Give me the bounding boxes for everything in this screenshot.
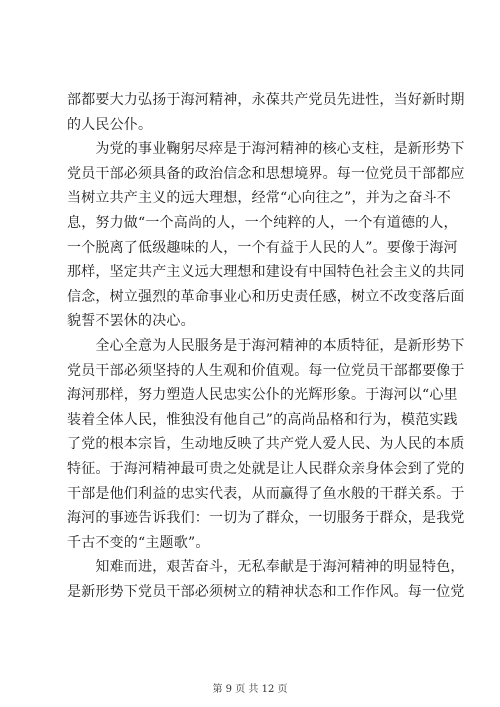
text-line: 的人民公仆。 — [67, 116, 153, 133]
page-footer — [0, 680, 500, 695]
text-line: 一个脱离了低级趣味的人，一个有益于人民的人”。要像于海河 — [67, 239, 458, 256]
paragraph-4 — [67, 555, 465, 604]
paragraph-3 — [67, 334, 465, 555]
text-line: 知难而进，艰苦奋斗，无私奉献是于海河精神的明显特色， — [67, 559, 465, 576]
text-line: 党员干部必须具备的政治信念和思想境界。每一位党员干部都应 — [67, 165, 465, 182]
text-line: 装着全体人民，惟独没有他自己”的高尚品格和行为，模范实践 — [67, 411, 458, 428]
text-line: 为党的事业鞠躬尽瘁是于海河精神的核心支柱，是新形势下 — [67, 141, 465, 158]
text-line: 了党的根本宗旨，生动地反映了共产党人爱人民、为人民的本质 — [67, 436, 465, 453]
text-line: 千古不变的“主题歌”。 — [67, 534, 210, 551]
text-line: 息，努力做“一个高尚的人，一个纯粹的人，一个有道德的人， — [67, 214, 458, 231]
paragraph-1 — [67, 88, 465, 137]
text-line: 当树立共产主义的远大理想，经常“心向往之”，并为之奋斗不 — [67, 190, 451, 207]
text-line: 海河的事迹告诉我们：一切为了群众，一切服务于群众，是我党 — [67, 510, 465, 527]
text-line: 特征。于海河精神最可贵之处就是让人民群众亲身体会到了党的 — [67, 460, 465, 477]
text-line: 部都要大力弘扬于海河精神，永葆共产党员先进性，当好新时期 — [67, 92, 465, 108]
document-body — [67, 88, 465, 604]
text-line: 信念，树立强烈的革命事业心和历史责任感，树立不改变落后面 — [67, 288, 465, 305]
text-line: 党员干部必须坚持的人生观和价值观。每一位党员干部都要像于 — [67, 362, 465, 379]
text-line: 那样，坚定共产主义远大理想和建设有中国特色社会主义的共同 — [67, 264, 465, 281]
text-line: 是新形势下党员干部必须树立的精神状态和工作作风。每一位党 — [67, 583, 465, 600]
text-line: 全心全意为人民服务是于海河精神的本质特征，是新形势下 — [67, 337, 465, 354]
paragraph-2 — [67, 137, 465, 334]
text-line: 貌誓不罢休的决心。 — [67, 313, 195, 330]
text-line: 干部是他们利益的忠实代表，从而赢得了鱼水般的干群关系。于 — [67, 485, 465, 502]
page-number: 第 9 页 共 12 页 — [212, 684, 288, 695]
text-line: 海河那样，努力塑造人民忠实公仆的光辉形象。于海河以“心里 — [67, 387, 458, 404]
